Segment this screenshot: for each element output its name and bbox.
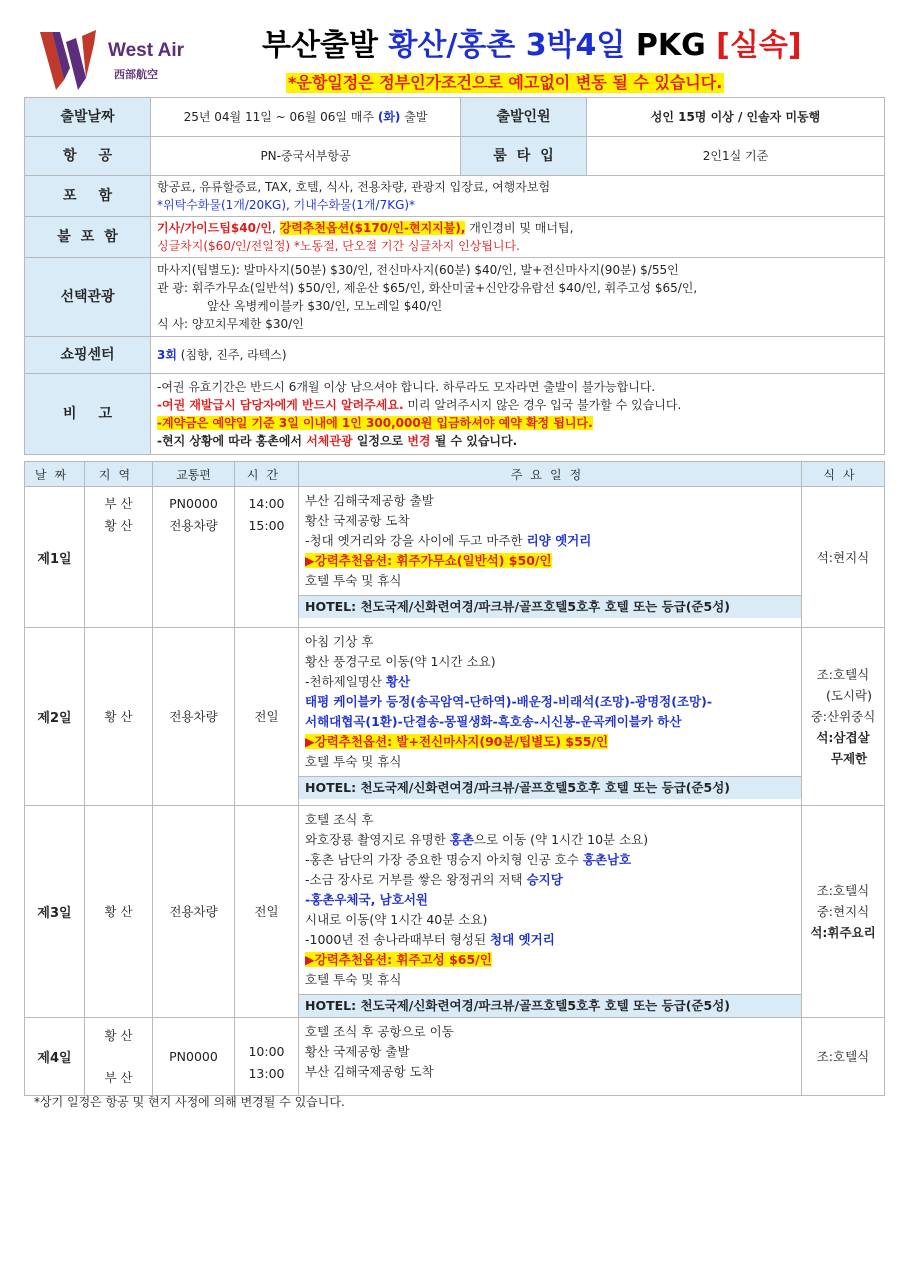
meal-breakfast-note: (도시락) <box>826 688 872 703</box>
day-row <box>25 487 885 628</box>
day-meal: 조:호텔식 <box>802 1018 885 1096</box>
remarks-value <box>151 374 885 455</box>
itin-line: 부산 김해국제공항 도착 <box>305 1064 434 1079</box>
departure-date-label: 출발날짜 <box>25 98 151 137</box>
itin-line: -소금 장사로 거부를 쌓은 왕정귀의 저택 <box>305 872 527 887</box>
day-transport: PN0000 <box>153 1018 235 1096</box>
itin-highlight: 승지당 <box>526 872 563 887</box>
day-transport <box>153 487 235 628</box>
day-region: 황 산 <box>85 628 153 806</box>
excluded-label: 불포함 <box>25 217 151 258</box>
remark-reissue: -여권 재발급시 담당자에게 반드시 알려주세요. <box>157 398 404 412</box>
triangle-icon: ▶ <box>305 952 315 967</box>
itin-line: 황산 국제공항 도착 <box>305 513 410 528</box>
shopping-label: 쇼핑센터 <box>25 337 151 374</box>
hotel-info: HOTEL: 천도국제/신화련여경/파크뷰/골프호텔5호후 호텔 또는 등급(준5성) <box>299 994 801 1017</box>
page-title <box>262 20 802 64</box>
day-region: 황 산 <box>85 806 153 1018</box>
itin-line: -천하제일명산 <box>305 674 386 689</box>
flight-number: PN0000 <box>169 496 218 511</box>
header-region: 지역 <box>85 462 153 487</box>
title-part-pkg: PKG <box>635 28 717 63</box>
itin-highlight: 태평 케이블카 등정(송곡암역-단하역)-배운정-비래석(조망)-광명정(조망)- <box>305 694 713 709</box>
itin-line: -홍촌 남단의 가장 중요한 명승지 아치형 인공 호수 <box>305 852 583 867</box>
optional-massage: 마사지(팁별도): 발마사지(50분) $30/인, 전신마사지(60분) $40/인, 발+전신마사지(90분) $/55인 <box>157 263 679 277</box>
optional-tour-value <box>151 258 885 337</box>
pax-label: 출발인원 <box>461 98 587 137</box>
optional-sightseeing: 관 광: 휘주가무쇼(일반석) $50/인, 제운산 $65/인, 화산미굴+신안강유람선 $40/인, 휘주고성 $65/인, <box>157 281 698 295</box>
title-part-duration: 3박4일 <box>525 28 636 63</box>
itin-line: 시내로 이동(약 1시간 40분 소요) <box>305 912 488 927</box>
day-region <box>85 1018 153 1096</box>
meal-lunch: 중:현지식 <box>816 904 870 919</box>
day-time <box>235 487 299 628</box>
itin-highlight: -홍촌우체국, 남호서원 <box>305 892 428 907</box>
itin-highlight: 홍촌 <box>449 832 474 847</box>
included-label: 포함 <box>25 176 151 217</box>
shopping-value <box>151 337 885 374</box>
title-part-type: [실속] <box>716 28 802 63</box>
departure-date-range: 25년 04월 11일 ~ 06월 06일 매주 <box>183 110 378 124</box>
itin-line: 황산 풍경구로 이동(약 1시간 소요) <box>305 654 496 669</box>
itin-line: 호텔 투숙 및 휴식 <box>305 573 402 588</box>
day-transport: 전용차량 <box>153 628 235 806</box>
vehicle: 전용차량 <box>169 518 218 533</box>
day-label: 제2일 <box>25 628 85 806</box>
itin-option: 강력추천옵션: 발+전신마사지(90분/팁별도) $55/인 <box>314 734 609 749</box>
day-itinerary <box>299 1018 802 1096</box>
included-baggage: *위탁수화물(1개/20KG), 기내수화물(1개/7KG)* <box>157 198 416 212</box>
itin-line: 으로 이동 (약 1시간 10분 소요) <box>473 832 649 847</box>
meal-breakfast: 조:호텔식 <box>816 883 870 898</box>
title-part-destination: 황산/홍촌 <box>388 28 526 63</box>
itin-line: 아침 기상 후 <box>305 634 374 649</box>
meal-dinner: 석:삼겹살 <box>816 730 870 745</box>
header-meal: 식사 <box>802 462 885 487</box>
day-itinerary <box>299 806 802 1018</box>
title-part-departure: 부산출발 <box>262 28 389 63</box>
meal-lunch: 중:산위중식 <box>810 709 876 724</box>
itin-option: 강력추천옵션: 휘주고성 $65/인 <box>314 952 492 967</box>
region-from: 부 산 <box>104 496 133 511</box>
remark-deposit: -계약금은 예약일 기준 3일 이내에 1인 300,000원 입금하셔야 예약 확정 됩니다. <box>157 416 593 430</box>
day-label: 제3일 <box>25 806 85 1018</box>
optional-tour-label: 선택관광 <box>25 258 151 337</box>
shopping-count: 3회 <box>157 348 177 362</box>
day-row <box>25 1018 885 1096</box>
remark-passport: -여권 유효기간은 반드시 6개월 이상 남으셔야 합니다. 하루라도 모자라면 출발이 불가능합니다. <box>157 380 656 394</box>
header-itinerary: 주요일정 <box>299 462 802 487</box>
itin-highlight: 청대 옛거리 <box>490 932 555 947</box>
itin-line: -1000년 전 송나라때부터 형성된 <box>305 932 491 947</box>
optional-meal: 식 사: 양꼬치무제한 $30/인 <box>157 317 304 331</box>
excluded-option: 강력추천옵션($170/인-현지지불), <box>279 221 466 235</box>
day-row <box>25 628 885 806</box>
itin-line: 호텔 조식 후 공항으로 이동 <box>305 1024 454 1039</box>
day-transport: 전용차량 <box>153 806 235 1018</box>
excluded-personal: 개인경비 및 매너팁, <box>465 221 574 235</box>
airline-label: 항공 <box>25 137 151 176</box>
day-itinerary <box>299 487 802 628</box>
itin-highlight: 황산 <box>385 674 411 689</box>
itin-highlight: 리양 옛거리 <box>526 533 592 548</box>
itin-highlight: 서해대협곡(1환)-단결송-몽필생화-흑호송-시신봉-운곡케이블카 하산 <box>305 714 682 729</box>
region-from: 황 산 <box>104 1027 133 1043</box>
day-row <box>25 806 885 1018</box>
excluded-single-charge: 싱글차지($60/인/전일정) *노동절, 단오절 기간 싱글차지 인상됩니다. <box>157 239 520 253</box>
itin-line: 황산 국제공항 출발 <box>305 1044 410 1059</box>
optional-sightseeing-cont: 앞산 옥병케이블카 $30/인, 모노레일 $40/인 <box>207 299 443 313</box>
day-time <box>235 1018 299 1096</box>
included-items: 항공료, 유류할증료, TAX, 호텔, 식사, 전용차량, 관광지 입장료, 여행자보험 <box>157 180 551 194</box>
itin-line: 호텔 투숙 및 휴식 <box>305 972 402 987</box>
time-arrive: 15:00 <box>248 518 285 533</box>
brand-name: West Air <box>108 40 185 61</box>
hotel-info: HOTEL: 천도국제/신화련여경/파크뷰/골프호텔5호후 호텔 또는 등급(준5성) <box>299 776 801 799</box>
header-time: 시간 <box>235 462 299 487</box>
day-time: 전일 <box>235 628 299 806</box>
excluded-tip: 기사/가이드팁$40/인 <box>157 221 272 235</box>
departure-date-value <box>151 98 461 137</box>
itin-line: -청대 옛거리와 강을 사이에 두고 마주한 <box>305 533 527 548</box>
schedule-change-notice: *운항일정은 정부인가조건으로 예고없이 변동 될 수 있습니다. <box>288 73 723 92</box>
region-to: 황 산 <box>104 518 133 533</box>
triangle-icon: ▶ <box>305 553 315 568</box>
remark-change-d: 변경 <box>407 434 431 448</box>
pax-value: 성인 15명 이상 / 인솔자 미동행 <box>587 98 885 137</box>
day-meal: 석:현지식 <box>802 487 885 628</box>
footnote: *상기 일정은 항공 및 현지 사정에 의해 변경될 수 있습니다. <box>34 1095 345 1109</box>
excluded-sep: , <box>271 221 280 235</box>
day-itinerary <box>299 628 802 806</box>
itin-line: 호텔 조식 후 <box>305 812 374 827</box>
departure-suffix: 출발 <box>400 110 428 124</box>
itin-option: 강력추천옵션: 휘주가무쇼(일반석) $50/인 <box>314 553 552 568</box>
airline-value: PN-중국서부항공 <box>151 137 461 176</box>
header-transport: 교통편 <box>153 462 235 487</box>
day-meal <box>802 806 885 1018</box>
remark-change-a: -현지 상황에 따라 홍촌에서 <box>157 434 307 448</box>
time-depart: 10:00 <box>248 1043 285 1059</box>
excluded-value <box>151 217 885 258</box>
triangle-icon: ▶ <box>305 734 315 749</box>
meal-breakfast: 조:호텔식 <box>816 667 870 682</box>
brand-chinese-name: 西部航空 <box>114 68 158 81</box>
meal-dinner: 석:휘주요리 <box>810 925 876 940</box>
remarks-label: 비고 <box>25 374 151 455</box>
hotel-info: HOTEL: 천도국제/신화련여경/파크뷰/골프호텔5호후 호텔 또는 등급(준5성) <box>299 595 801 618</box>
itinerary-table <box>24 461 885 1096</box>
shopping-items: (침향, 진주, 라텍스) <box>176 348 287 362</box>
room-type-label: 룸타입 <box>461 137 587 176</box>
remark-reissue-cont: 미리 알려주시지 않은 경우 입국 불가할 수 있습니다. <box>403 398 682 412</box>
day-time: 전일 <box>235 806 299 1018</box>
meal-dinner-note: 무제한 <box>830 751 868 766</box>
day-region <box>85 487 153 628</box>
departure-weekday: (화) <box>377 110 401 124</box>
day-label: 제4일 <box>25 1018 85 1096</box>
time-depart: 14:00 <box>248 496 285 511</box>
region-to: 부 산 <box>104 1069 133 1085</box>
remark-change-b: 서체관광 <box>306 434 353 448</box>
included-value <box>151 176 885 217</box>
remark-change-e: 될 수 있습니다. <box>430 434 518 448</box>
itin-line: 호텔 투숙 및 휴식 <box>305 754 402 769</box>
day-meal <box>802 628 885 806</box>
package-info-table <box>24 97 885 455</box>
itin-line: 부산 김해국제공항 출발 <box>305 493 434 508</box>
remark-change-c: 일정으로 <box>352 434 408 448</box>
day-label: 제1일 <box>25 487 85 628</box>
room-type-value: 2인1실 기준 <box>587 137 885 176</box>
header-date: 날짜 <box>25 462 85 487</box>
itin-highlight: 홍촌남호 <box>582 852 632 867</box>
time-arrive: 13:00 <box>248 1065 285 1081</box>
itin-line: 와호장룡 촬영지로 유명한 <box>305 832 450 847</box>
